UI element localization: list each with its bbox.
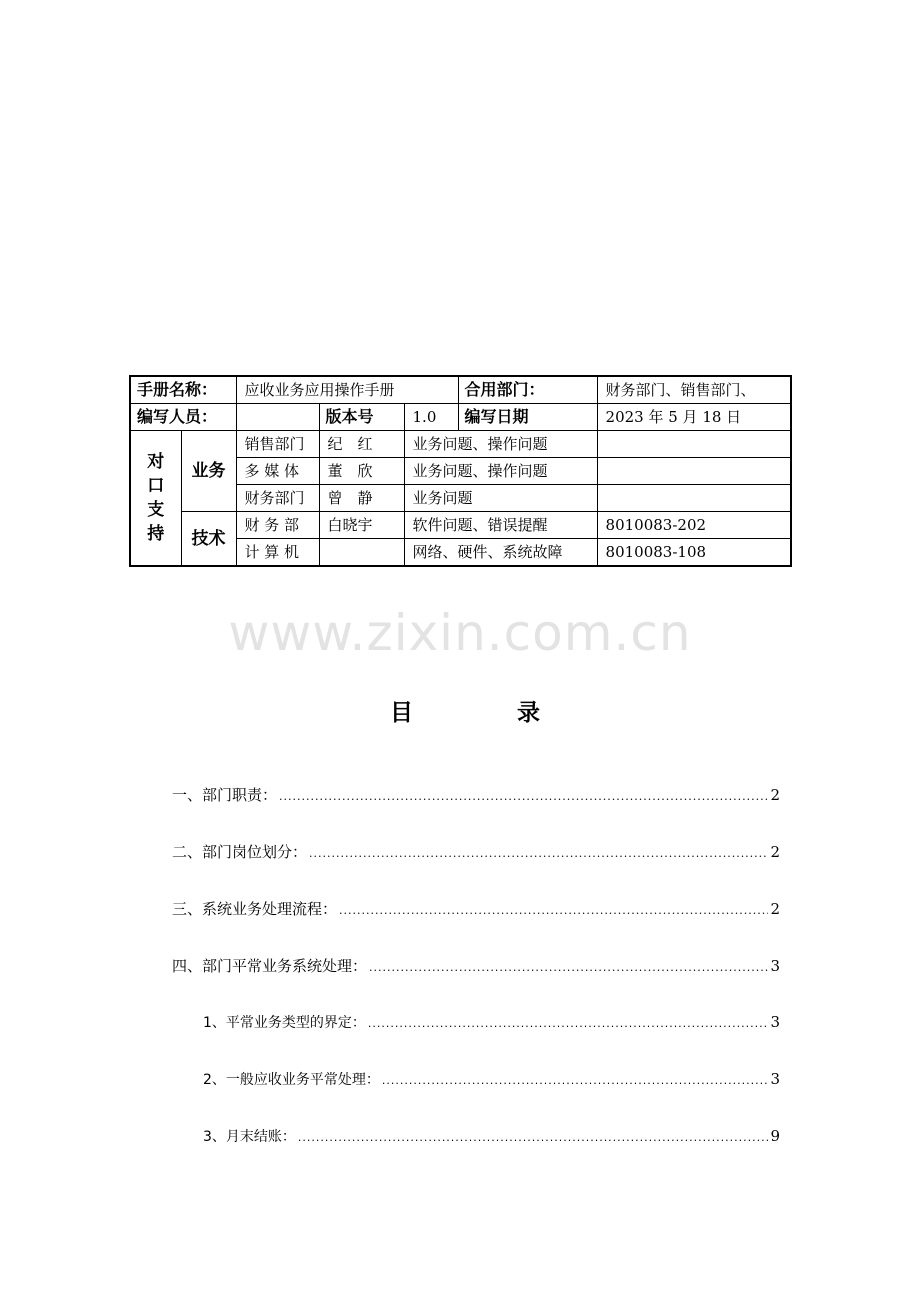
toc-entry-text: 1、平常业务类型的界定： xyxy=(203,1015,366,1031)
contact-person: 曾 静 xyxy=(319,485,404,512)
support-label-char: 支 xyxy=(147,500,165,520)
toc-title xyxy=(390,694,540,727)
date-value: 2023 年 5 月 18 日 xyxy=(597,404,791,431)
applicable-dept-value: 财务部门、销售部门、 xyxy=(597,376,791,404)
toc-page-number: 2 xyxy=(770,786,780,804)
toc-leader-dots xyxy=(339,904,768,917)
table-row xyxy=(130,376,791,404)
contact-issue: 业务问题、操作问题 xyxy=(404,458,597,485)
toc-leader-dots xyxy=(309,847,768,860)
author-value xyxy=(236,404,319,431)
toc-title-char: 目 xyxy=(390,700,413,726)
toc-leader-dots xyxy=(368,1017,769,1030)
support-label xyxy=(130,431,181,567)
toc-entry-text: 三、系统业务处理流程： xyxy=(172,900,338,918)
contact-phone: 8010083-108 xyxy=(597,539,791,567)
toc-entry[interactable] xyxy=(172,784,780,805)
contact-phone: 8010083-202 xyxy=(597,512,791,539)
toc-entry[interactable] xyxy=(203,1012,780,1032)
contact-person xyxy=(319,539,404,567)
toc-entry[interactable] xyxy=(203,1126,780,1146)
tech-group-label: 技术 xyxy=(181,512,236,567)
contact-phone xyxy=(597,485,791,512)
toc-entry[interactable] xyxy=(172,841,780,862)
toc-leader-dots xyxy=(298,1131,769,1144)
applicable-dept-label: 合用部门： xyxy=(458,376,597,404)
toc-entry-text: 一、部门职责： xyxy=(172,786,278,804)
manual-name-value: 应收业务应用操作手册 xyxy=(236,376,458,404)
toc-page-number: 9 xyxy=(770,1127,780,1145)
toc-leader-dots xyxy=(369,961,768,974)
support-label-char: 口 xyxy=(147,476,165,496)
contact-person: 董 欣 xyxy=(319,458,404,485)
version-label: 版本号 xyxy=(319,404,404,431)
manual-name-label: 手册名称： xyxy=(130,376,236,404)
business-group-label: 业务 xyxy=(181,431,236,512)
toc-page-number: 3 xyxy=(770,1013,780,1031)
contact-person: 白晓宇 xyxy=(319,512,404,539)
author-label: 编写人员： xyxy=(130,404,236,431)
toc-entry-text: 2、一般应收业务平常处理： xyxy=(203,1072,380,1088)
support-label-char: 对 xyxy=(147,452,165,472)
toc-entry[interactable] xyxy=(172,955,780,976)
toc-entry-text: 3、月末结账： xyxy=(203,1129,296,1145)
contact-issue: 网络、硬件、系统故障 xyxy=(404,539,597,567)
toc-leader-dots xyxy=(279,790,768,803)
toc-page-number: 2 xyxy=(770,900,780,918)
contact-issue: 业务问题 xyxy=(404,485,597,512)
watermark: www.zixin.com.cn xyxy=(228,604,692,662)
contact-phone xyxy=(597,431,791,458)
support-label-char: 持 xyxy=(147,524,165,544)
table-row xyxy=(130,431,791,458)
toc-entry-text: 二、部门岗位划分： xyxy=(172,843,308,861)
date-label: 编写日期 xyxy=(458,404,597,431)
contact-dept: 计 算 机 xyxy=(236,539,319,567)
toc-entry[interactable] xyxy=(203,1069,780,1089)
toc-title-char: 录 xyxy=(517,700,540,726)
contact-dept: 多 媒 体 xyxy=(236,458,319,485)
toc-page-number: 2 xyxy=(770,843,780,861)
toc-entry-text: 四、部门平常业务系统处理： xyxy=(172,957,368,975)
contact-dept: 财务部门 xyxy=(236,485,319,512)
contact-issue: 业务问题、操作问题 xyxy=(404,431,597,458)
contact-dept: 财 务 部 xyxy=(236,512,319,539)
table-row xyxy=(130,404,791,431)
contact-person: 纪 红 xyxy=(319,431,404,458)
toc-page-number: 3 xyxy=(770,957,780,975)
contact-issue: 软件问题、错误提醒 xyxy=(404,512,597,539)
manual-info-table xyxy=(129,375,792,567)
contact-dept: 销售部门 xyxy=(236,431,319,458)
table-row xyxy=(130,512,791,539)
contact-phone xyxy=(597,458,791,485)
toc-entry[interactable] xyxy=(172,898,780,919)
toc-page-number: 3 xyxy=(770,1070,780,1088)
version-value: 1.0 xyxy=(404,404,458,431)
toc-leader-dots xyxy=(382,1074,769,1087)
